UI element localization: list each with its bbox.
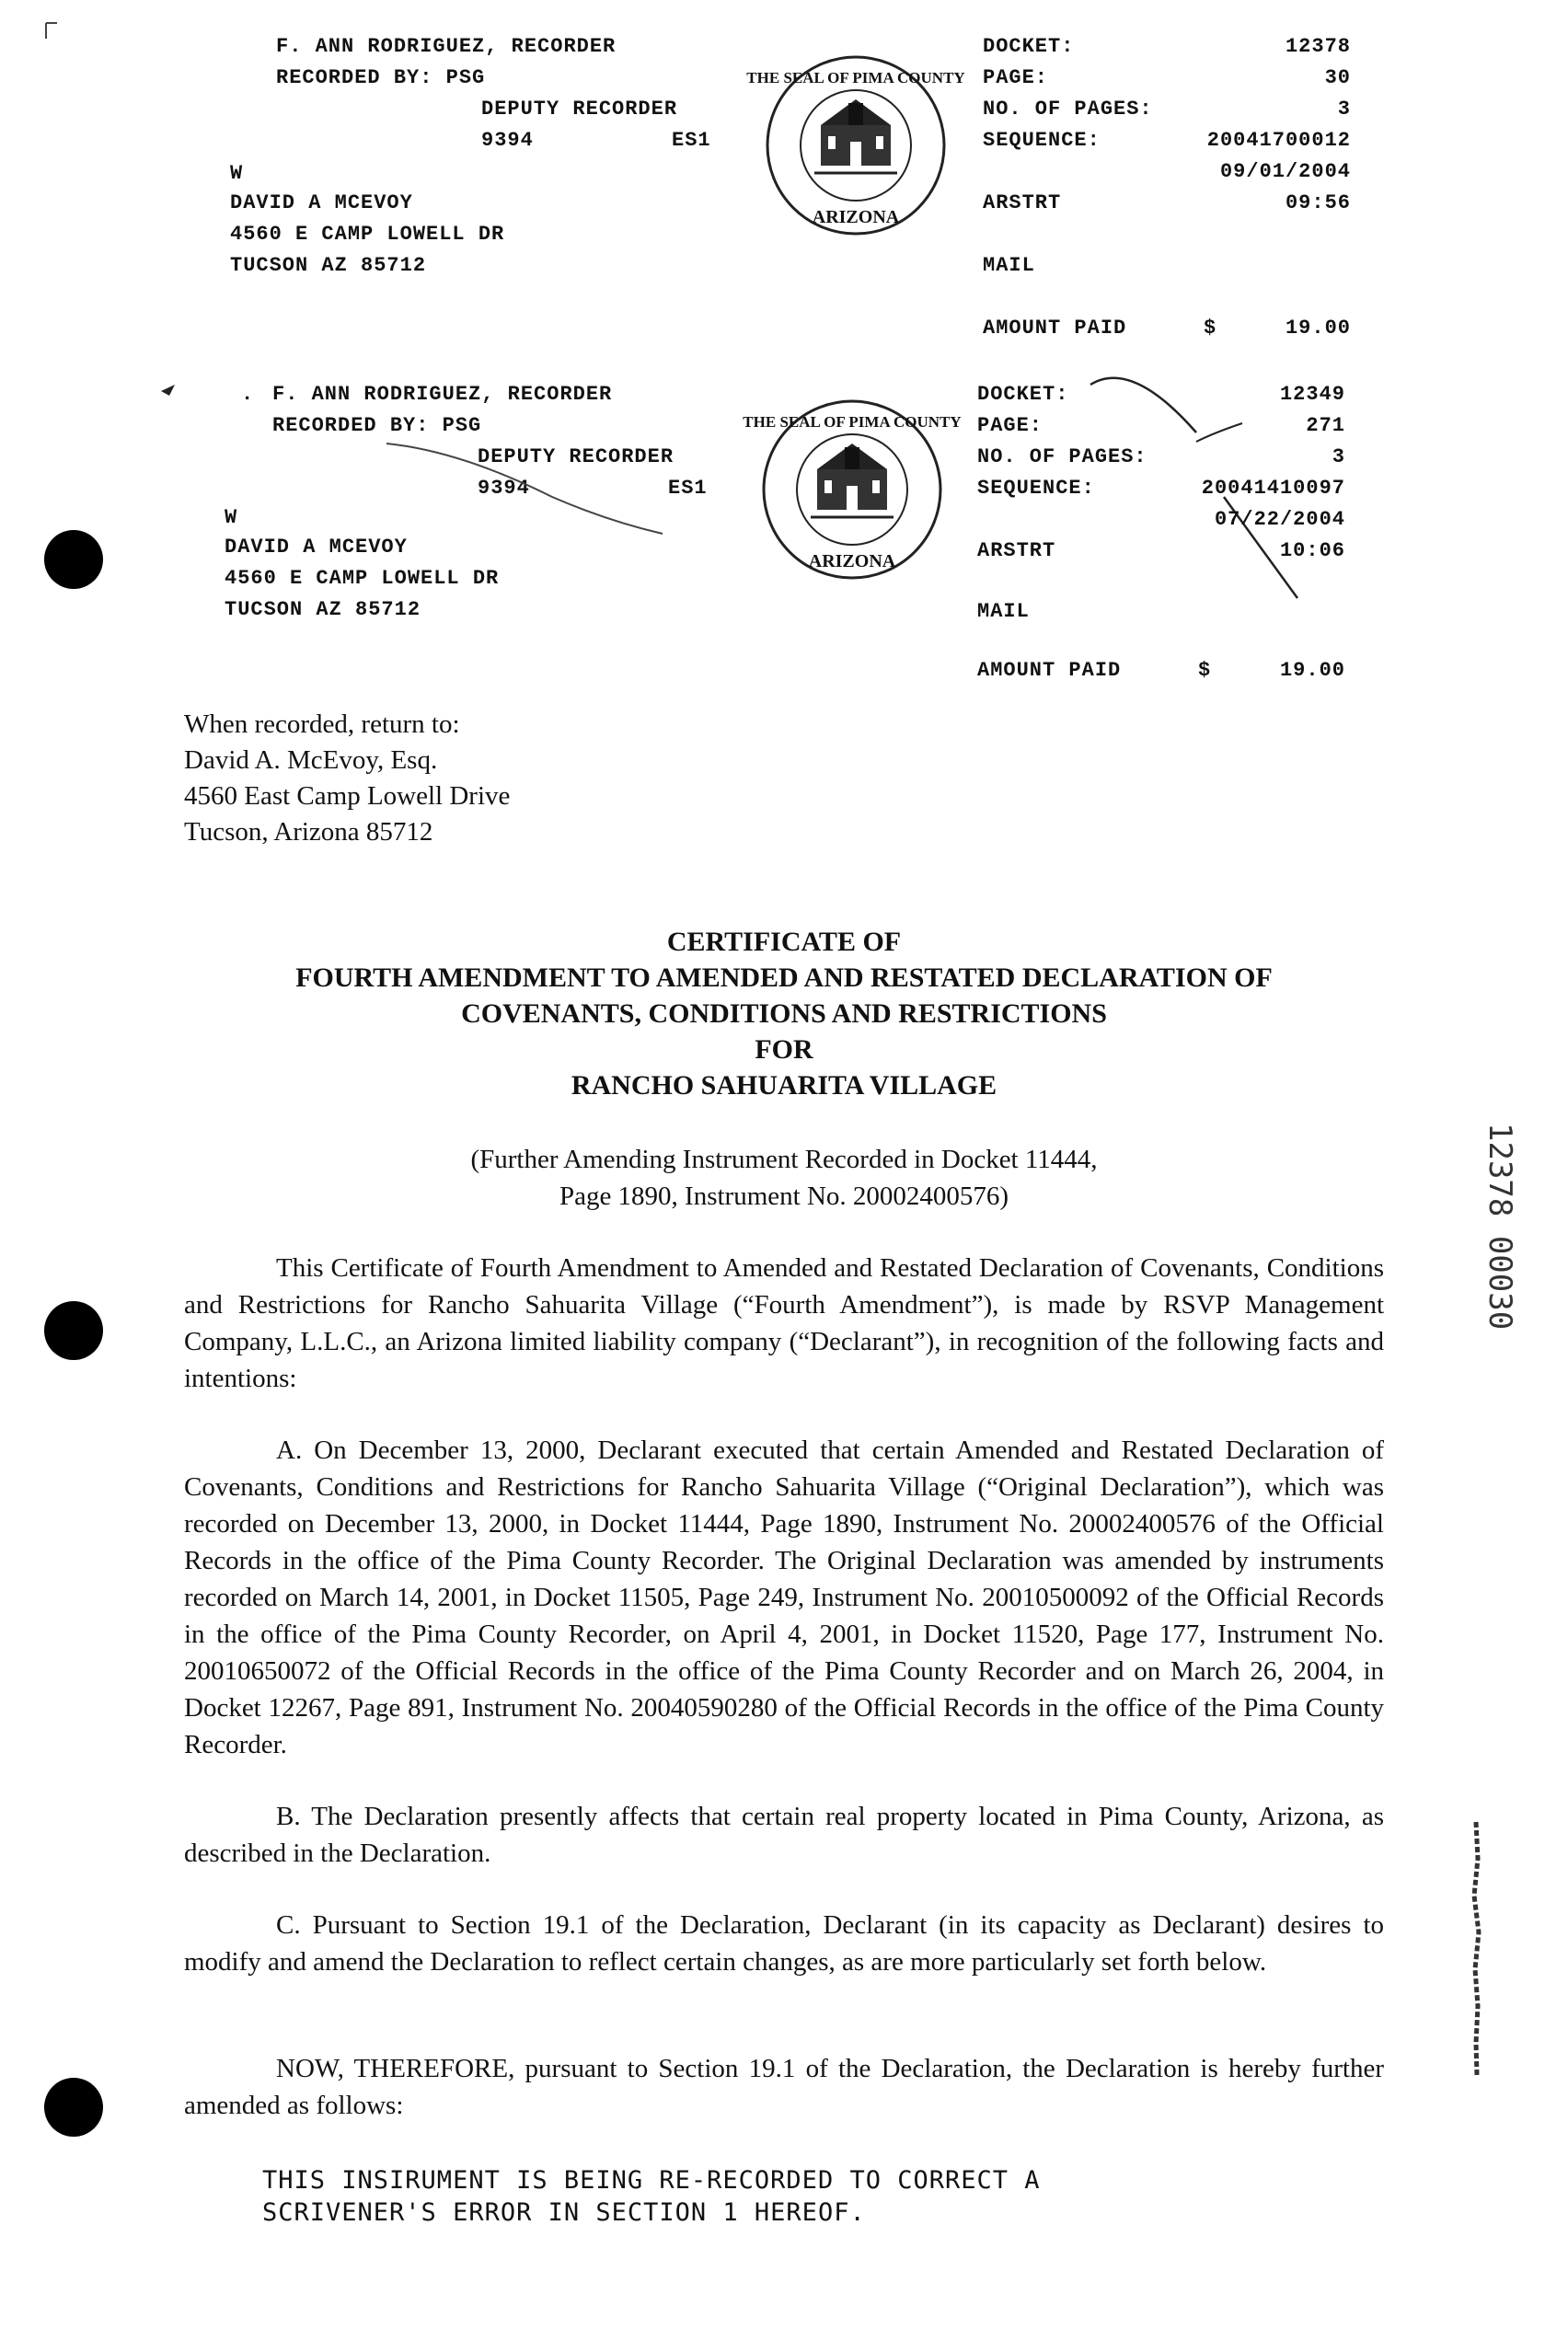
- amount-value: 19.00: [1279, 659, 1345, 682]
- deputy-recorder: DEPUTY RECORDER: [481, 98, 678, 121]
- hole-punch: [44, 530, 103, 589]
- return-to-city: Tucson, Arizona 85712: [184, 817, 433, 847]
- page-label: PAGE:: [983, 66, 1049, 89]
- recorder-name: F. ANN RODRIGUEZ, RECORDER: [276, 35, 617, 58]
- margin-tick: [156, 377, 212, 405]
- margin-scribble: [1454, 1822, 1500, 2080]
- date-value: 07/22/2004: [1214, 508, 1345, 531]
- side-docket-stamp: 12378 00030: [1482, 1123, 1518, 1331]
- title-line-1: CERTIFICATE OF: [666, 927, 902, 957]
- rerecording-note-line-1: THIS INSIRUMENT IS BEING RE-RECORDED TO CORRECT A: [262, 2166, 1041, 2195]
- subtitle-line-2: Page 1890, Instrument No. 20002400576): [559, 1182, 1009, 1211]
- w-mark: W: [225, 506, 238, 529]
- sequence-value: 20041410097: [1201, 477, 1345, 500]
- seal-bottom-text: ARIZONA: [808, 551, 896, 571]
- time-value: 09:56: [1285, 191, 1351, 214]
- amount-currency: $: [1198, 659, 1212, 682]
- addressee-name: DAVID A MCEVOY: [230, 191, 413, 214]
- return-to-street: 4560 East Camp Lowell Drive: [184, 781, 511, 811]
- dot-mark: .: [241, 383, 255, 406]
- recorder-name: F. ANN RODRIGUEZ, RECORDER: [272, 383, 613, 406]
- seal-top-text: THE SEAL OF PIMA COUNTY: [746, 69, 965, 86]
- sequence-label: SEQUENCE:: [983, 129, 1101, 152]
- pages-label: NO. OF PAGES:: [977, 445, 1147, 468]
- intro-paragraph: This Certificate of Fourth Amendment to Amended and Restated Declaration of Covenants, Conditions and Restrictions for Rancho Sahuarita Village (“Fourth Amendment”), is made by RSVP Management Company, L.L.C., an Arizona limited liability company (“Declarant”), in recognition of the following facts and intentions:: [184, 1253, 1384, 1393]
- deputy-number: 9394: [478, 477, 530, 500]
- w-mark: W: [230, 162, 244, 185]
- arstrt-label: ARSTRT: [983, 191, 1062, 214]
- pima-county-seal-2: [743, 398, 962, 586]
- arstrt-label: ARSTRT: [977, 539, 1056, 562]
- addressee-city: TUCSON AZ 85712: [225, 598, 421, 621]
- return-to-name: David A. McEvoy, Esq.: [184, 745, 438, 775]
- docket-label: DOCKET:: [977, 383, 1069, 406]
- title-line-3: COVENANTS, CONDITIONS AND RESTRICTIONS: [461, 998, 1107, 1029]
- rerecording-note-line-2: SCRIVENER'S ERROR IN SECTION 1 HEREOF.: [262, 2198, 866, 2227]
- title-line-5: RANCHO SAHUARITA VILLAGE: [571, 1070, 997, 1101]
- recital-c: C. Pursuant to Section 19.1 of the Declaration, Declarant (in its capacity as Declarant) desires to modify and amend the Declaration to reflect certain changes, as are more particularly set forth below.: [184, 1910, 1384, 1977]
- recital-a: A. On December 13, 2000, Declarant executed that certain Amended and Restated Declaration of Covenants, Conditions and Restrictions for Rancho Sahuarita Village (“Original Declaration”), which was recorded on December 13, 2000, in Docket 11444, Page 1890, Instrument No. 20002400576 of the Official Records in the office of the Pima County Recorder. The Original Declaration was amended by instruments recorded on March 14, 2001, in Docket 11505, Page 249, Instrument No. 20010500092 of the Official Records in the office of the Pima County Recorder, on April 4, 2001, in Docket 11520, Page 177, Instrument No. 20010650072 of the Official Records in the office of the Pima County Recorder and on March 26, 2004, in Docket 12267, Page 891, Instrument No. 20040590280 of the Official Records in the office of the Pima County Recorder.: [184, 1435, 1384, 1759]
- deputy-number: 9394: [481, 129, 534, 152]
- deputy-recorder: DEPUTY RECORDER: [478, 445, 674, 468]
- cross-out-strokes: [0, 0, 1568, 699]
- deputy-code: ES1: [672, 129, 711, 152]
- addressee-name: DAVID A MCEVOY: [225, 536, 408, 559]
- now-therefore-paragraph: NOW, THEREFORE, pursuant to Section 19.1 of the Declaration, the Declaration is hereby further amended as follows:: [184, 2054, 1384, 2120]
- mail-label: MAIL: [977, 600, 1030, 623]
- docket-value: 12349: [1279, 383, 1345, 406]
- amount-value: 19.00: [1285, 317, 1351, 340]
- pages-value: 3: [1332, 445, 1345, 468]
- sequence-label: SEQUENCE:: [977, 477, 1095, 500]
- docket-value: 12378: [1285, 35, 1351, 58]
- title-line-4: FOR: [755, 1034, 813, 1065]
- corner-mark: [37, 18, 64, 46]
- sequence-value: 20041700012: [1206, 129, 1351, 152]
- return-to-address: [184, 707, 510, 850]
- pages-label: NO. OF PAGES:: [983, 98, 1153, 121]
- seal-bottom-text: ARIZONA: [812, 207, 900, 227]
- docket-label: DOCKET:: [983, 35, 1075, 58]
- deputy-code: ES1: [668, 477, 708, 500]
- return-to-heading: When recorded, return to:: [184, 709, 460, 739]
- pages-value: 3: [1337, 98, 1351, 121]
- subtitle-line-1: (Further Amending Instrument Recorded in Docket 11444,: [470, 1145, 1098, 1174]
- mail-label: MAIL: [983, 254, 1035, 277]
- amount-label: AMOUNT PAID: [977, 659, 1122, 682]
- hole-punch: [44, 1301, 103, 1360]
- date-value: 09/01/2004: [1219, 160, 1351, 183]
- page-value: 30: [1324, 66, 1351, 89]
- hole-punch: [44, 2078, 103, 2137]
- recital-b: B. The Declaration presently affects that certain real property located in Pima County, Arizona, as described in the Declaration.: [184, 1802, 1384, 1868]
- page-label: PAGE:: [977, 414, 1043, 437]
- amount-label: AMOUNT PAID: [983, 317, 1127, 340]
- time-value: 10:06: [1279, 539, 1345, 562]
- recorded-by: RECORDED BY: PSG: [276, 66, 486, 89]
- addressee-street: 4560 E CAMP LOWELL DR: [225, 567, 500, 590]
- seal-top-text: THE SEAL OF PIMA COUNTY: [743, 413, 962, 431]
- title-line-2: FOURTH AMENDMENT TO AMENDED AND RESTATED DECLARATION OF: [295, 963, 1273, 993]
- recorded-by: RECORDED BY: PSG: [272, 414, 482, 437]
- addressee-street: 4560 E CAMP LOWELL DR: [230, 223, 505, 246]
- addressee-city: TUCSON AZ 85712: [230, 254, 427, 277]
- page-value: 271: [1306, 414, 1345, 437]
- amount-currency: $: [1204, 317, 1217, 340]
